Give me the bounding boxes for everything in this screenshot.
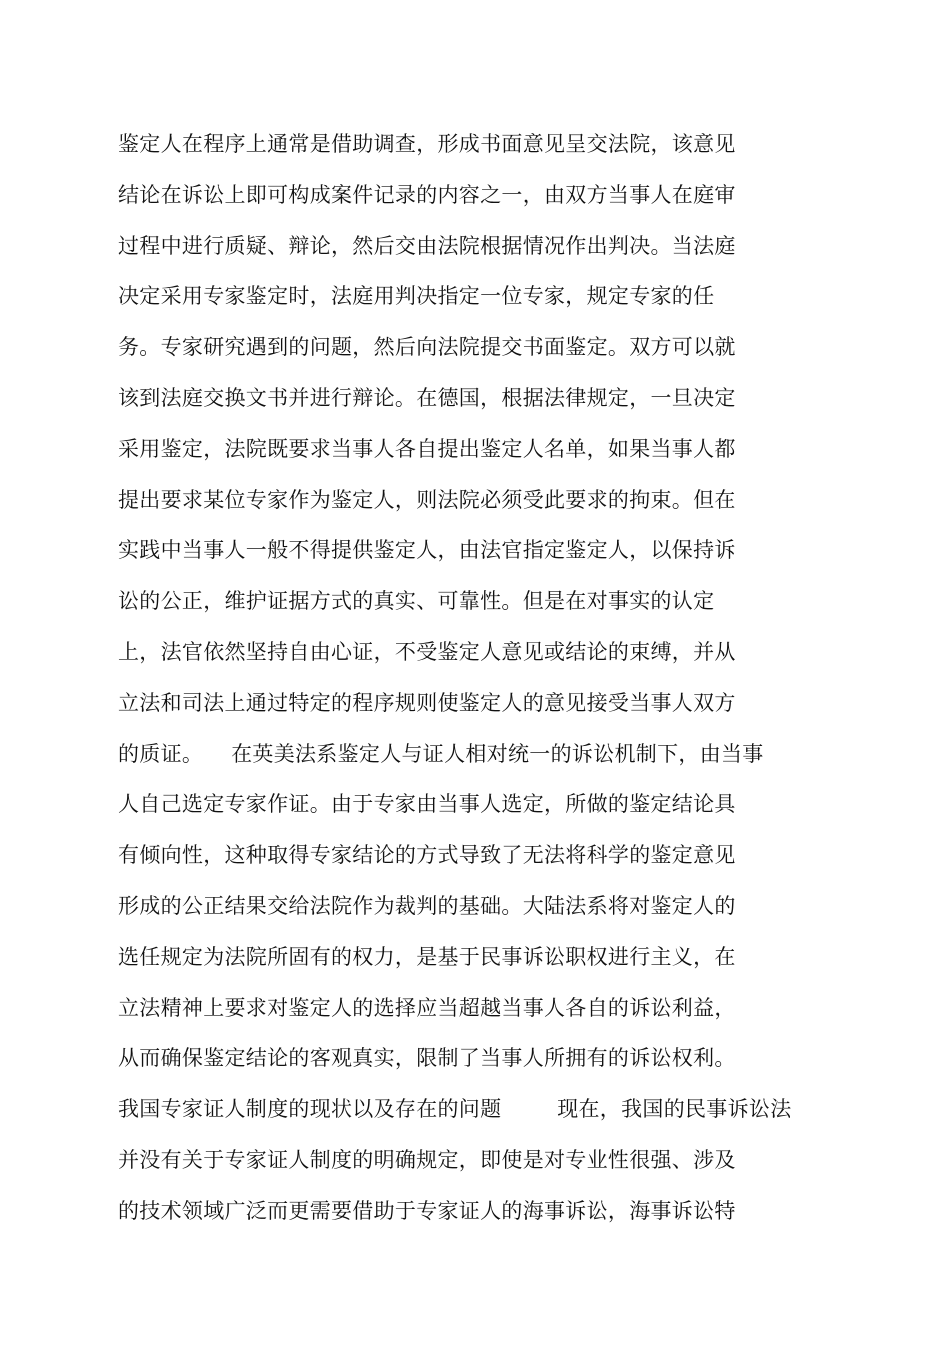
text-line: 有倾向性，这种取得专家结论的方式导致了无法将科学的鉴定意见: [118, 843, 736, 868]
body-text: [118, 127, 838, 1245]
text-line: 我国专家证人制度的现状以及存在的问题 现在，我国的民事诉讼法: [118, 1097, 792, 1122]
text-line: 形成的公正结果交给法院作为裁判的基础。大陆法系将对鉴定人的: [118, 893, 736, 918]
text-line: 过程中进行质疑、辩论，然后交由法院根据情况作出判决。当法庭: [118, 233, 736, 258]
text-line: 立法精神上要求对鉴定人的选择应当超越当事人各自的诉讼利益，: [118, 995, 736, 1020]
text-line: 采用鉴定，法院既要求当事人各自提出鉴定人名单，如果当事人都: [118, 436, 736, 461]
text-line: 从而确保鉴定结论的客观真实，限制了当事人所拥有的诉讼权利。: [118, 1046, 736, 1071]
text-line: 并没有关于专家证人制度的明确规定，即使是对专业性很强、涉及: [118, 1147, 736, 1172]
text-line: 立法和司法上通过特定的程序规则使鉴定人的意见接受当事人双方: [118, 690, 736, 715]
text-line: 讼的公正，维护证据方式的真实、可靠性。但是在对事实的认定: [118, 589, 715, 614]
text-line: 鉴定人在程序上通常是借助调查，形成书面意见呈交法院，该意见: [118, 132, 736, 156]
text-line: 务。专家研究遇到的问题，然后向法院提交书面鉴定。双方可以就: [118, 335, 736, 360]
text-line: 该到法庭交换文书并进行辩论。在德国，根据法律规定，一旦决定: [118, 385, 736, 410]
text-line: 选任规定为法院所固有的权力，是基于民事诉讼职权进行主义，在: [118, 944, 736, 969]
text-line: 上，法官依然坚持自由心证，不受鉴定人意见或结论的束缚，并从: [118, 639, 736, 664]
text-line: 决定采用专家鉴定时，法庭用判决指定一位专家，规定专家的任: [118, 284, 715, 309]
text-line: 的技术领域广泛而更需要借助于专家证人的海事诉讼，海事诉讼特: [118, 1198, 736, 1223]
text-line: 人自己选定专家作证。由于专家由当事人选定，所做的鉴定结论具: [118, 792, 736, 817]
text-line: 提出要求某位专家作为鉴定人，则法院必须受此要求的拘束。但在: [118, 487, 736, 512]
text-line: 结论在诉讼上即可构成案件记录的内容之一，由双方当事人在庭审: [118, 182, 736, 207]
text-line: 实践中当事人一般不得提供鉴定人，由法官指定鉴定人，以保持诉: [118, 538, 736, 563]
text-line: 的质证。 在英美法系鉴定人与证人相对统一的诉讼机制下，由当事: [118, 741, 764, 766]
